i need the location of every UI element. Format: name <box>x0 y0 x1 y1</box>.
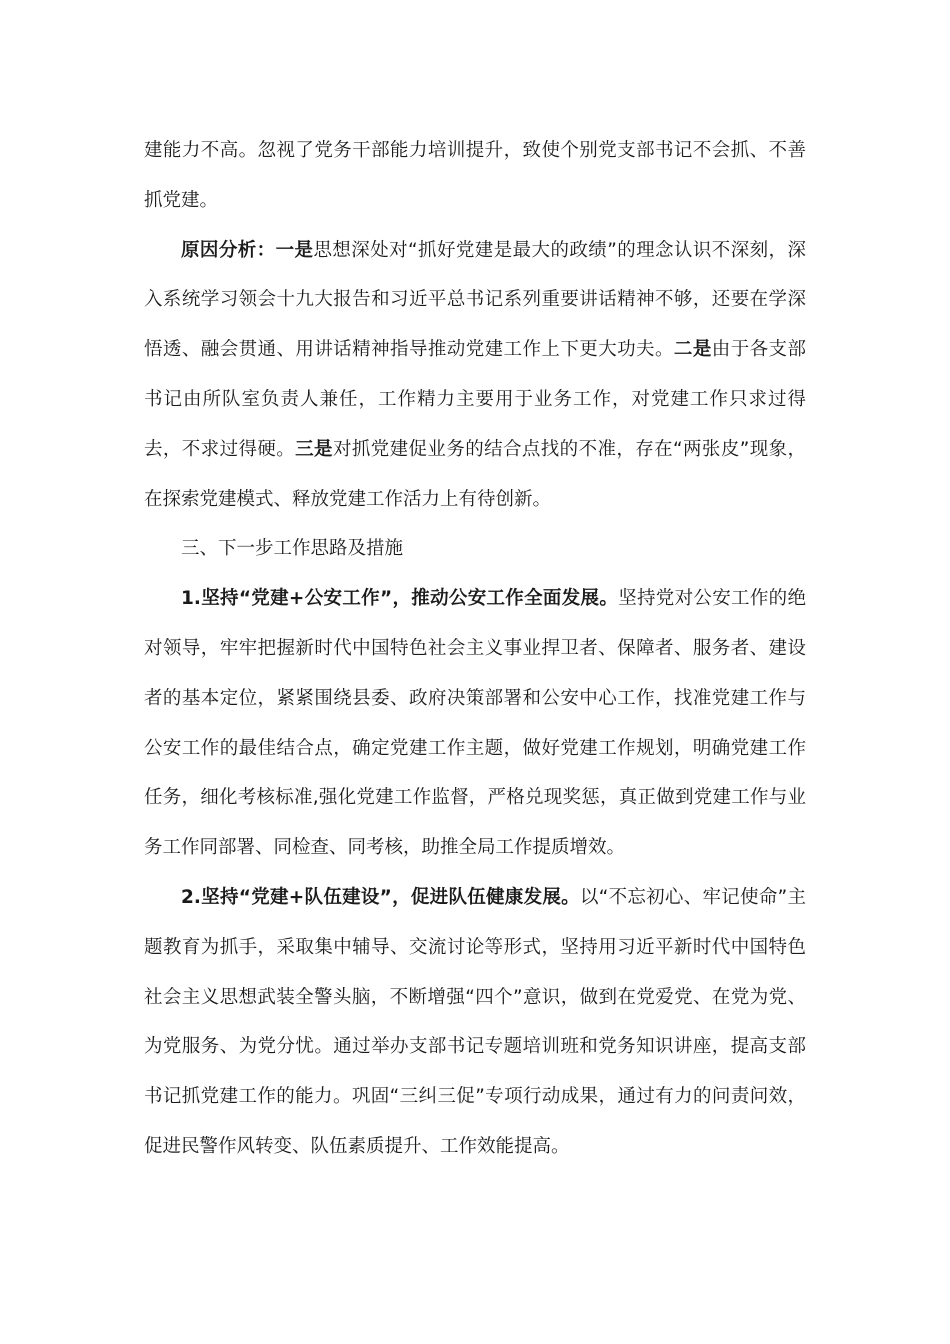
point-one-marker: 一是 <box>275 239 314 261</box>
paragraph-cause-analysis <box>144 226 806 525</box>
paragraph-1-text: 建能力不高。忽视了党务干部能力培训提升，致使个别党支部书记不会抓、不善抓党建。 <box>144 140 806 211</box>
paragraph-measure-2 <box>144 873 806 1172</box>
point-one-text: 思想深处对“抓好党建是最大的政绩”的理念认识不深刻，深入系统学习领会十九大报告和习近平总书记系列重要讲话精神不够，还要在学深悟透、融会贯通、用讲话精神指导推动党建工作上下更大功夫。 <box>144 239 806 361</box>
measure-2-lead: 2.坚持“党建+队伍建设”，促进队伍健康发展。 <box>181 886 580 908</box>
measure-1-text: 坚持党对公安工作的绝对领导，牢牢把握新时代中国特色社会主义事业捍卫者、保障者、服务者、建设者的基本定位，紧紧围绕县委、政府决策部署和公安中心工作，找准党建工作与公安工作的最佳结合点，确定党建工作主题，做好党建工作规划，明确党建工作任务，细化考核标准,强化党建工作监督，严格兑现奖惩，真正做到党建工作与业务工作同部署、同检查、同考核，助推全局工作提质增效。 <box>144 588 806 859</box>
measure-2-text: 以“不忘初心、牢记使命”主题教育为抓手，采取集中辅导、交流讨论等形式，坚持用习近平新时代中国特色社会主义思想武装全警头脑，不断增强“四个”意识，做到在党爱党、在党为党、为党服务、为党分忧。通过举办支部书记专题培训班和党务知识讲座，提高支部书记抓党建工作的能力。巩固“三纠三促”专项行动成果，通过有力的问责问效，促进民警作风转变、队伍素质提升、工作效能提高。 <box>144 886 806 1157</box>
section-heading <box>144 524 806 574</box>
paragraph-measure-1 <box>144 574 806 873</box>
point-two-text: 由于各支部书记由所队室负责人兼任，工作精力主要用于业务工作，对党建工作只求过得去，不求过得硬。 <box>144 339 806 460</box>
point-two-marker: 二是 <box>673 339 712 361</box>
point-three-text: 对抓党建促业务的结合点找的不准，存在“两张皮”现象，在探索党建模式、释放党建工作活力上有待创新。 <box>144 438 806 510</box>
paragraph-1 <box>144 126 806 226</box>
section-heading-text: 三、下一步工作思路及措施 <box>181 538 404 560</box>
document-body <box>144 126 806 1172</box>
measure-1-lead: 1.坚持“党建+公安工作”，推动公安工作全面发展。 <box>181 588 619 610</box>
point-three-marker: 三是 <box>295 438 333 460</box>
cause-analysis-lead: 原因分析： <box>181 239 276 261</box>
